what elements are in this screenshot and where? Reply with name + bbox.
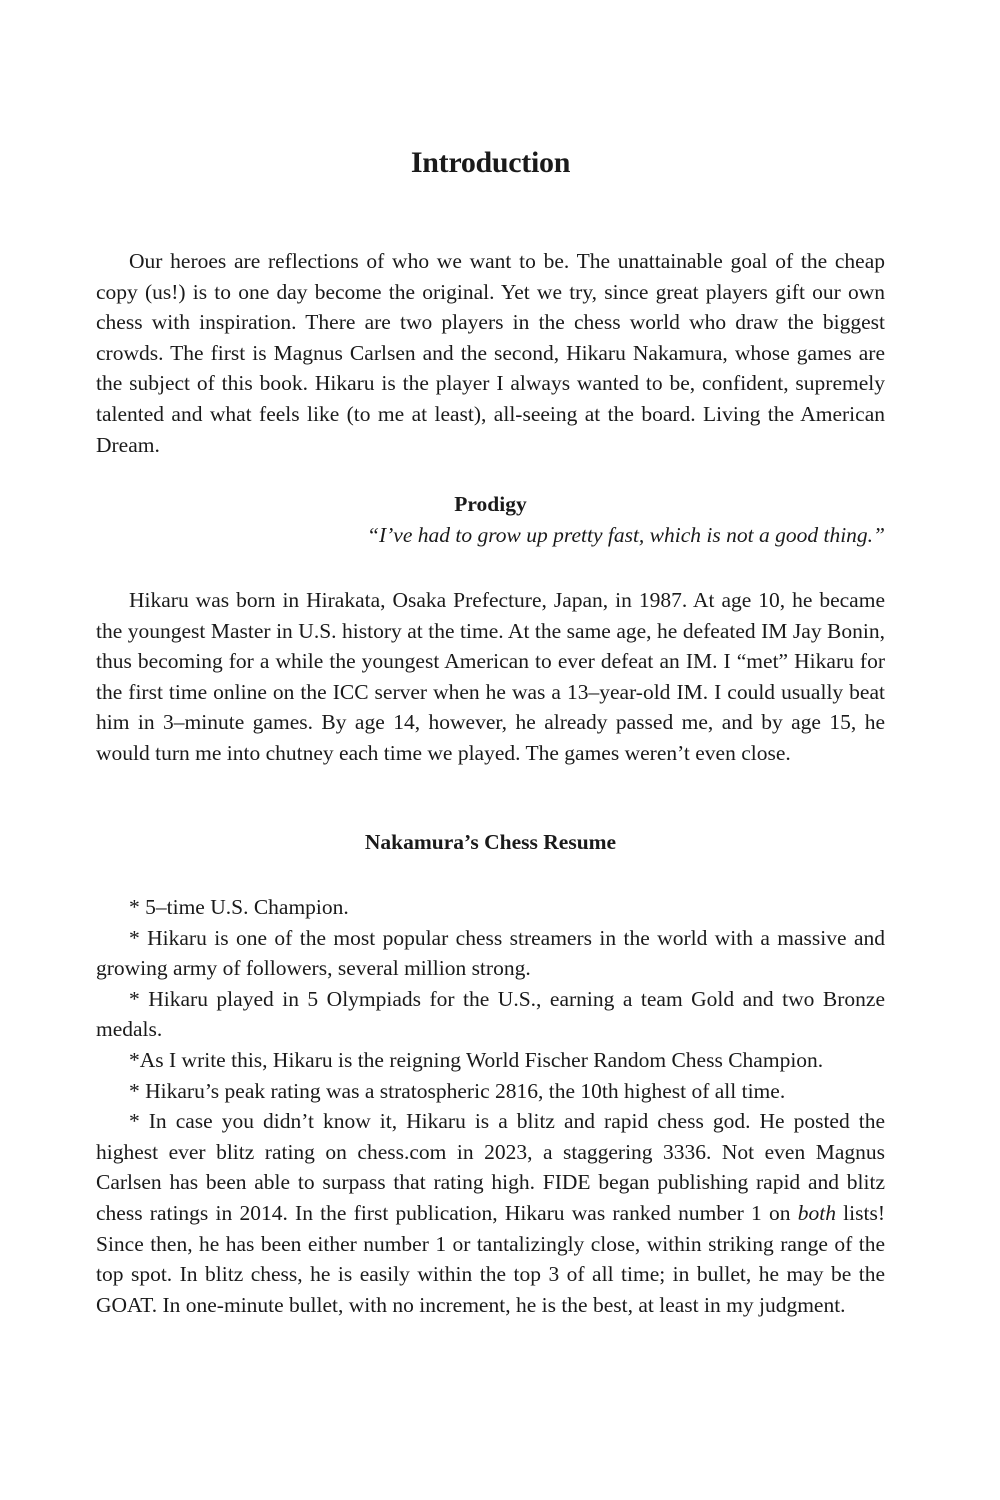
resume-item: * 5–time U.S. Champion. xyxy=(129,895,349,919)
prodigy-paragraph: Hikaru was born in Hirakata, Osaka Prefecture, Japan, in 1987. At age 10, he became the youngest Master in U.S. history at the time. At the same age, he defeated IM Jay Bonin, thus becoming for a while the youngest American to ever defeat an IM. I “met” Hikaru for the first time online on the ICC server when he was a 13–year-old IM. I could usually beat him in 3–minute games. By age 14, however, he already passed me, and by age 15, he would turn me into chutney each time we played. The games weren’t even close. xyxy=(96,588,885,765)
intro-paragraph: Our heroes are reflections of who we want to be. The unattainable goal of the cheap copy (us!) is to one day become the original. Yet we try, since great players gift our own chess with inspiration. There are two players in the chess world who draw the biggest crowds. The first is Magnus Carlsen and the second, Hikaru Nakamura, whose games are the subject of this book. Hikaru is the player I always wanted to be, confident, supremely talented and what feels like (to me at least), all-seeing at the board. Living the American Dream. xyxy=(96,249,885,457)
prodigy-heading: Prodigy xyxy=(454,492,527,516)
resume-item: *As I write this, Hikaru is the reigning World Fischer Random Chess Champion. xyxy=(129,1047,824,1072)
resume-item-last-emphasis: both xyxy=(797,1200,836,1225)
resume-item: * Hikaru’s peak rating was a stratospheric 2816, the 10th highest of all time. xyxy=(129,1078,786,1103)
resume-item-last-after: lists! Since then, he has been either number 1 or tantalizingly close, within striking range of the top spot. In blitz chess, he is easily within the top 3 of all time; in bullet, he may be the GOAT. In one-minute bullet, with no increment, he is the best, at least in my judgment. xyxy=(96,1200,885,1317)
resume-list xyxy=(96,892,885,1320)
resume-item: * Hikaru is one of the most popular chess streamers in the world with a massive and growing army of followers, several million strong. xyxy=(96,925,885,981)
book-page xyxy=(96,0,885,1500)
prodigy-quote: “I’ve had to grow up pretty fast, which is not a good thing.” xyxy=(367,523,885,547)
resume-heading: Nakamura’s Chess Resume xyxy=(364,830,617,854)
resume-item: * Hikaru played in 5 Olympiads for the U.S., earning a team Gold and two Bronze medals. xyxy=(96,986,885,1042)
resume-item-last-before: * In case you didn’t know it, Hikaru is a blitz and rapid chess god. He posted the highest ever blitz rating on chess.com in 2023, a staggering 3336. Not even Magnus Carlsen has been able to surpass that rating high. FIDE began publishing rapid and blitz chess ratings in 2014. In the first publication, Hikaru was ranked number 1 on xyxy=(96,1109,885,1225)
chapter-title: Introduction xyxy=(410,146,571,179)
resume-item-last xyxy=(96,1106,885,1320)
